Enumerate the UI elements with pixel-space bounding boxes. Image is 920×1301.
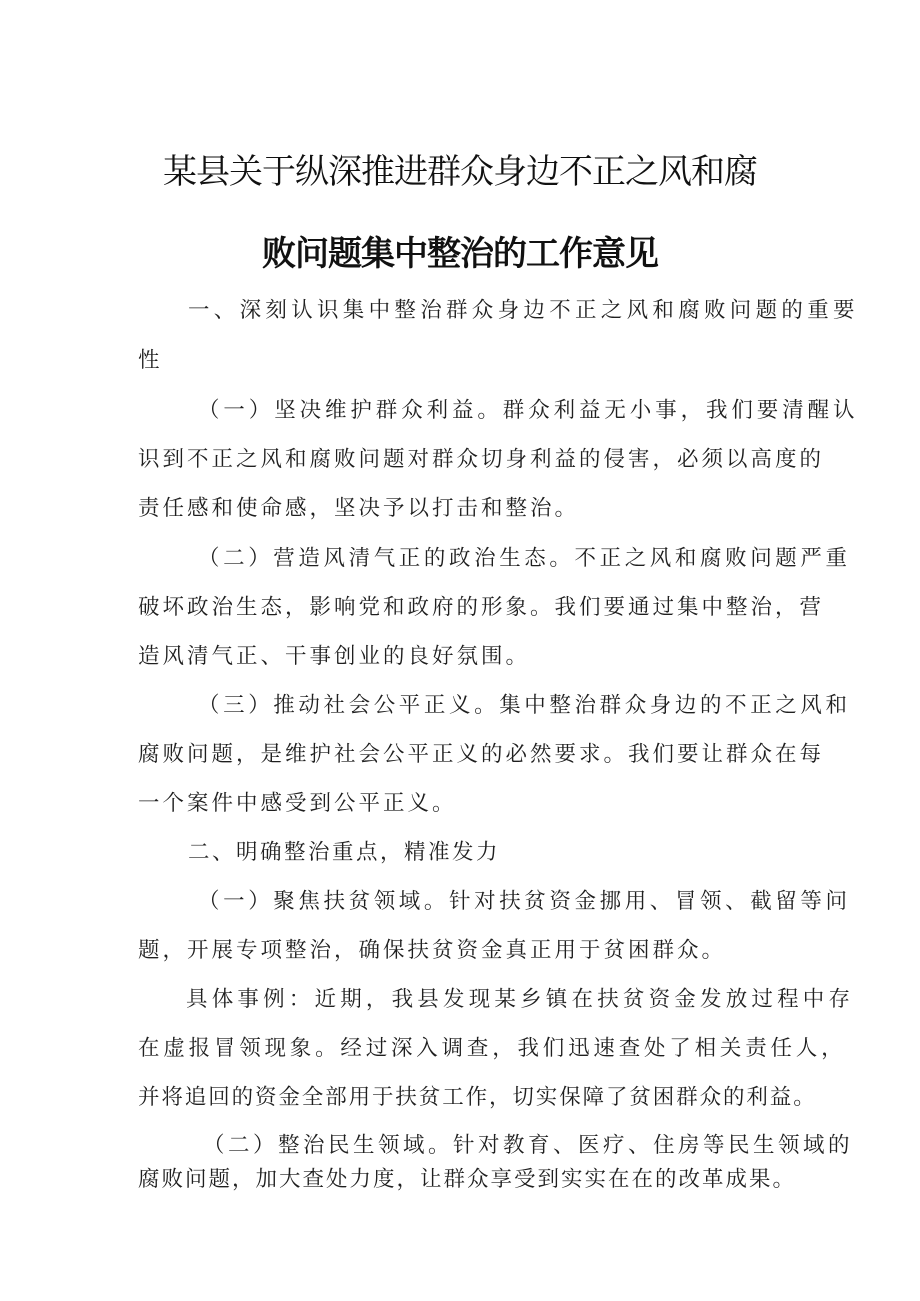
section-1-heading-continued: 性 [138,348,160,373]
paragraph-1-2-line-2: 破坏政治生态，影响党和政府的形象。我们要通过集中整治，营 [138,595,825,620]
paragraph-1-3-line-3: 一个案件中感受到公平正义。 [138,791,457,816]
paragraph-1-2-line-3: 造风清气正、干事创业的良好氛围。 [138,644,531,669]
section-2-heading: 二、明确整治重点，精准发力 [188,840,501,865]
paragraph-2-2: （二）整治民生领域。针对教育、医疗、住房等民生领域的 [203,1133,854,1158]
example-paragraph: 具体事例：近期，我县发现某乡镇在扶贫资金发放过程中存 [186,987,855,1012]
paragraph-1-1: （一）坚决维护群众利益。群众利益无小事，我们要清醒认 [198,398,859,423]
section-1-heading: 一、深刻认识集中整治群众身边不正之风和腐败问题的重要 [188,298,859,323]
paragraph-1-1-line-3: 责任感和使命感，坚决予以打击和整治。 [138,496,580,521]
paragraph-2-1: （一）聚焦扶贫领域。针对扶贫资金挪用、冒领、截留等问 [198,889,851,914]
example-paragraph-line-3: 并将追回的资金全部用于扶贫工作，切实保障了贫困群众的利益。 [138,1085,817,1110]
document-title-line-2: 败问题集中整治的工作意见 [262,234,658,274]
document-title-line-1: 某县关于纵深推进群众身边不正之风和腐 [163,152,757,192]
paragraph-1-3: （三）推动社会公平正义。集中整治群众身边的不正之风和 [198,693,851,718]
paragraph-2-1-line-2: 题，开展专项整治，确保扶贫资金真正用于贫困群众。 [138,938,727,963]
paragraph-1-2: （二）营造风清气正的政治生态。不正之风和腐败问题严重 [198,546,851,571]
paragraph-1-3-line-2: 腐败问题，是维护社会公平正义的必然要求。我们要让群众在每 [138,742,825,767]
paragraph-1-1-line-2: 识到不正之风和腐败问题对群众切身利益的侵害，必须以高度的 [138,447,825,472]
paragraph-2-2-line-2: 腐败问题，加大查处力度，让群众享受到实实在在的改革成果。 [138,1167,797,1192]
example-paragraph-line-2: 在虚报冒领现象。经过深入调查，我们迅速查处了相关责任人， [138,1036,847,1061]
